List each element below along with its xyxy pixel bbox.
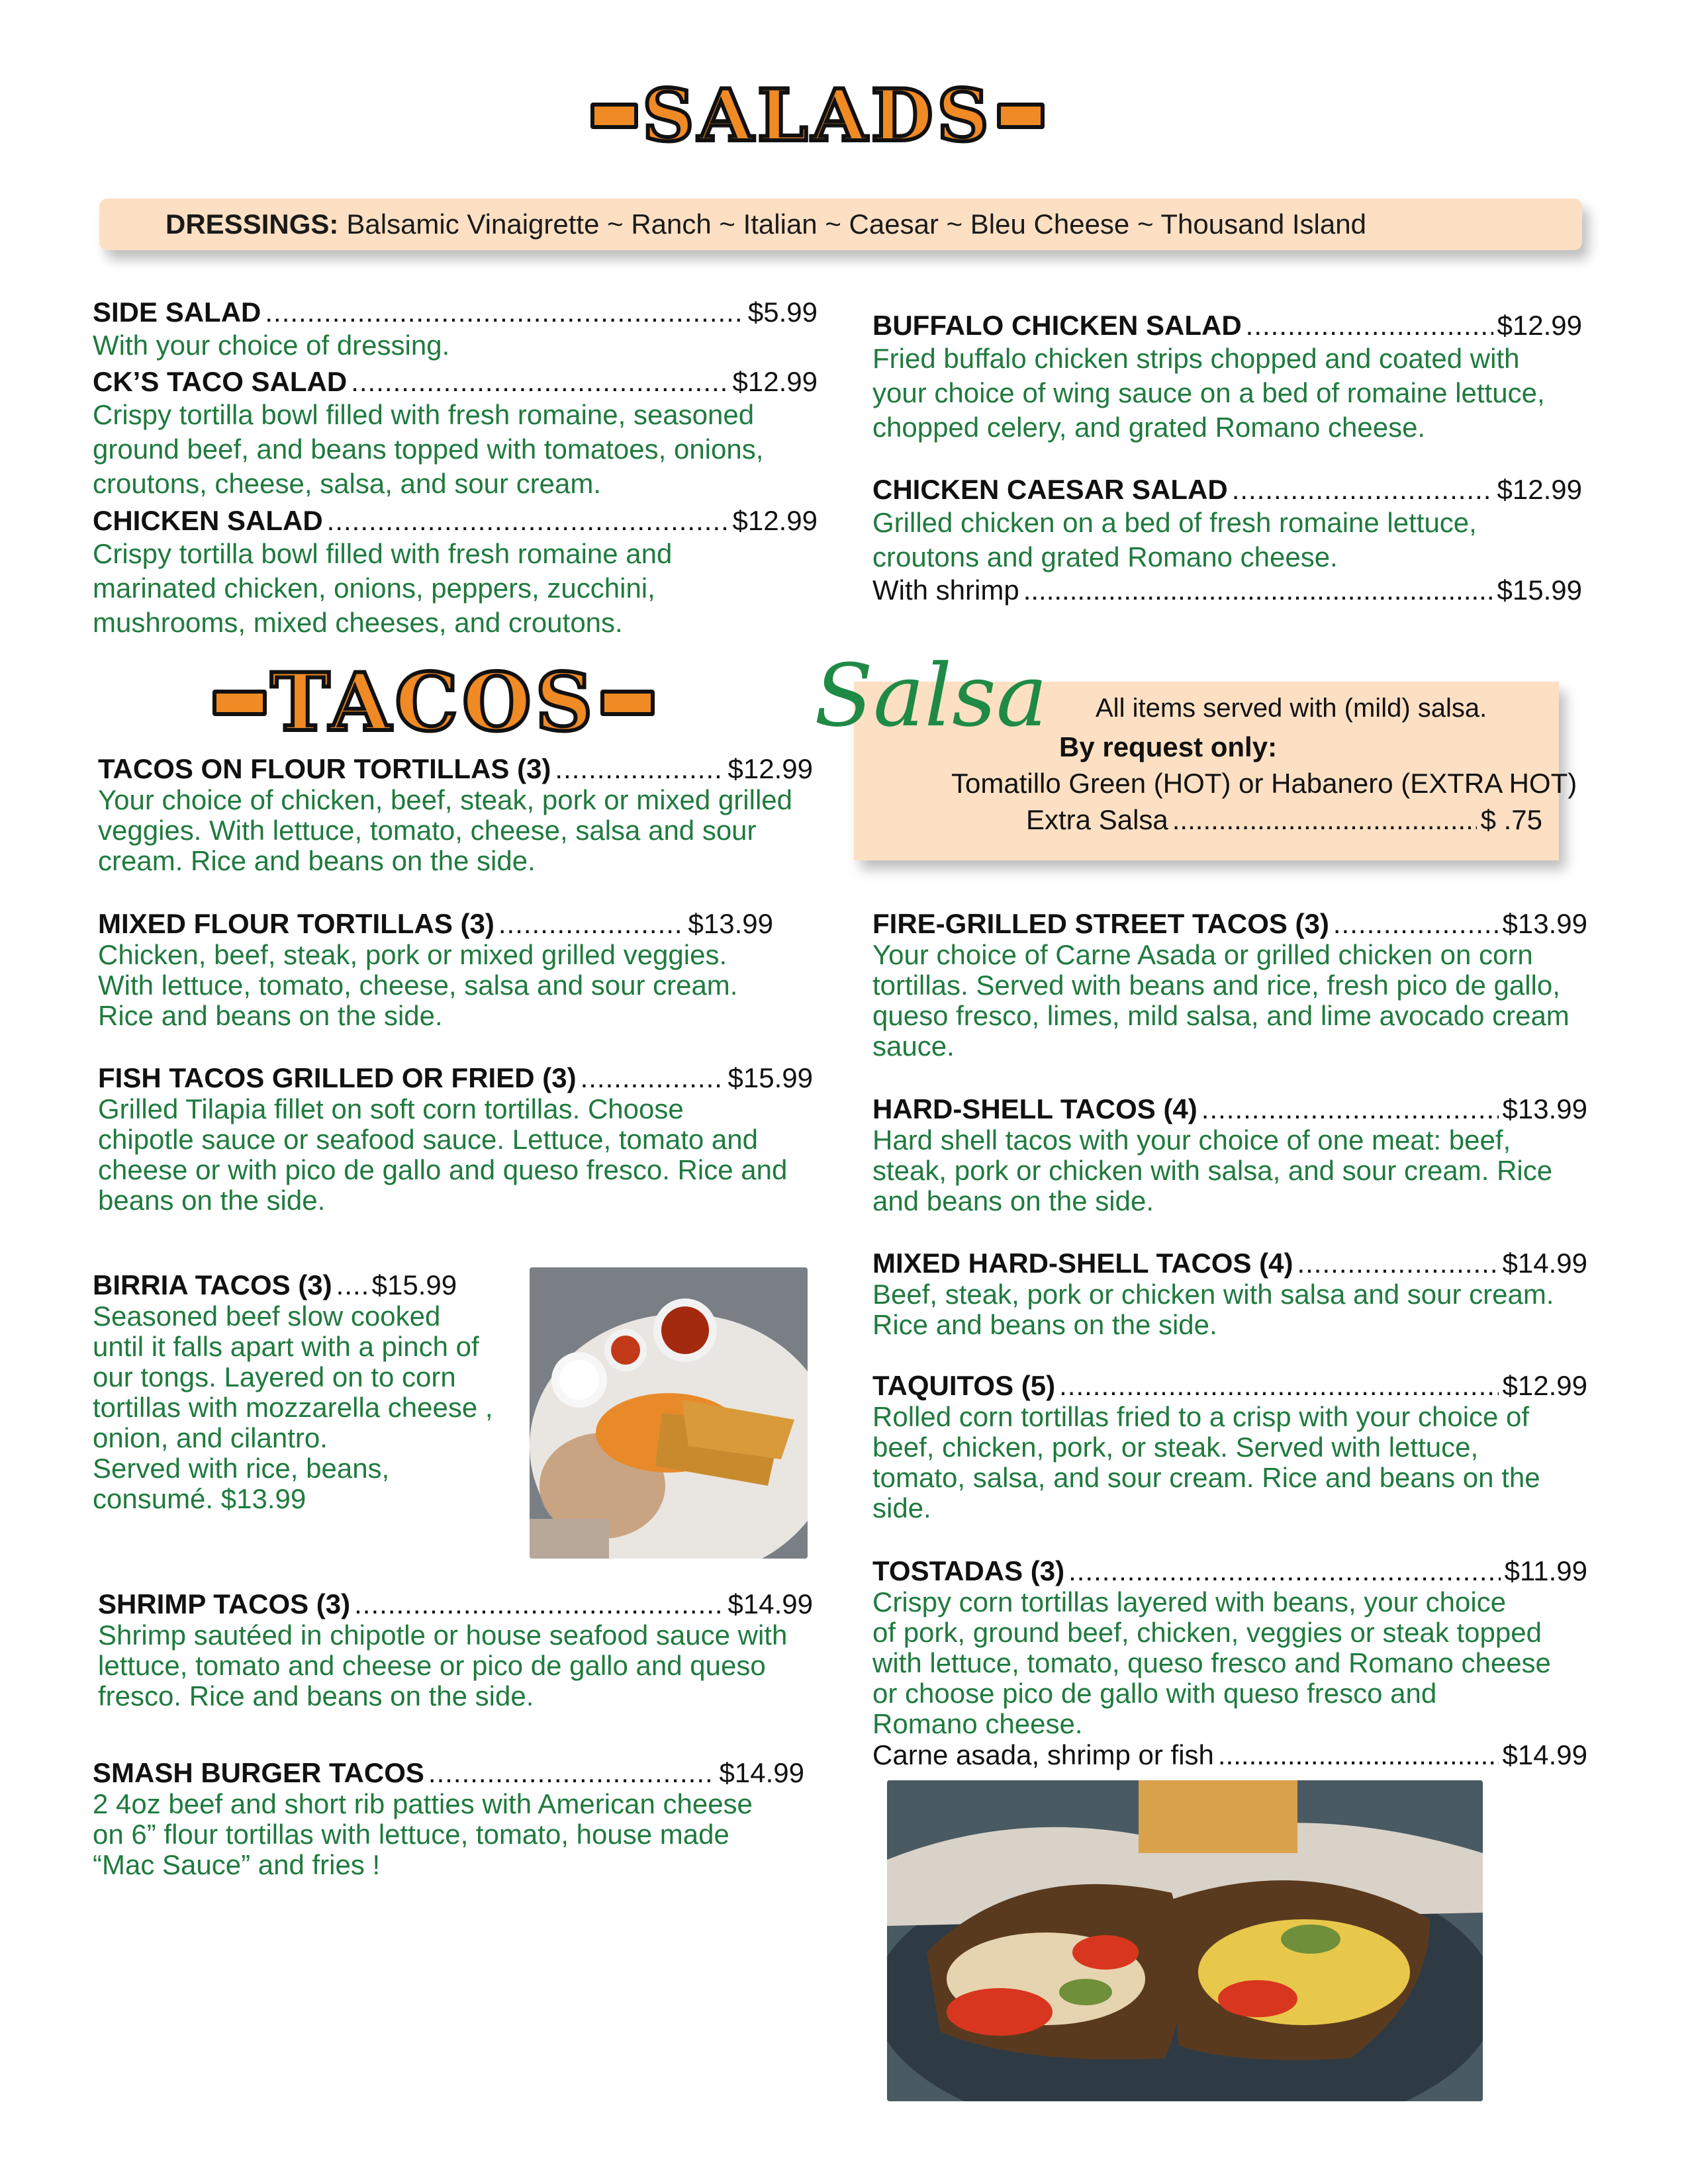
item-description: Your choice of Carne Asada or grilled chicken on corn tortillas. Served with beans and rice, fresh pico de gallo, queso fresco, limes, mild salsa, and lime avocado cream sauce.: [872, 939, 1570, 1062]
item-description: With your choice of dressing.: [93, 330, 450, 361]
salsa-extra-line: [1026, 804, 1542, 836]
extra-price: $14.99: [1502, 1739, 1587, 1770]
salads-heading: [510, 74, 1125, 158]
menu-item-chicken-caesar-salad: [872, 474, 1582, 606]
birria-tacos-photo: [530, 1267, 808, 1559]
item-price: $12.99: [1497, 310, 1582, 341]
item-price: $12.99: [732, 366, 818, 397]
item-name: CK’S TACO SALAD: [93, 366, 348, 397]
item-description: Rolled corn tortillas fried to a crisp with your choice of beef, chicken, pork, or steak. Served with lettuce, tomato, salsa, and sour cream. Rice and beans on the side.: [872, 1401, 1540, 1524]
extra-price: $15.99: [1497, 574, 1582, 606]
salads-title: SALADS: [642, 74, 993, 158]
menu-item-birria-tacos: [93, 1269, 503, 1514]
menu-item-side-salad: [93, 296, 818, 363]
item-name: MIXED HARD-SHELL TACOS (4): [872, 1248, 1293, 1279]
heading-dash-left: [212, 690, 267, 716]
item-name: SIDE SALAD: [93, 296, 261, 328]
menu-item-ck-taco-salad: [93, 366, 818, 501]
item-name: SMASH BURGER TACOS: [93, 1757, 424, 1788]
menu-item-taquitos: [872, 1370, 1587, 1524]
extra-label: Extra Salsa: [1026, 804, 1168, 835]
menu-item-buffalo-chicken-salad: [872, 310, 1582, 445]
item-description: Fried buffalo chicken strips chopped and coated with your choice of wing sauce on a bed of romaine lettuce, chopped celery, and grated Romano cheese.: [872, 343, 1545, 443]
extra-label: With shrimp: [872, 574, 1019, 606]
salsa-line-3: Tomatillo Green (HOT) or Habanero (EXTRA HOT): [951, 768, 1577, 799]
dressings-text: Balsamic Vinaigrette ~ Ranch ~ Italian ~ Caesar ~ Bleu Cheese ~ Thousand Island: [346, 208, 1366, 240]
item-name: BIRRIA TACOS (3): [93, 1269, 332, 1300]
menu-item-fish-tacos: [98, 1062, 813, 1216]
heading-dash-right: [997, 103, 1045, 129]
item-name: CHICKEN SALAD: [93, 505, 323, 536]
item-price: $14.99: [719, 1757, 804, 1788]
heading-dash-right: [600, 690, 655, 716]
menu-item-tacos-flour: [98, 753, 813, 876]
birria-plate-illustration: [530, 1267, 808, 1559]
item-price: $12.99: [1502, 1370, 1587, 1401]
item-price: $13.99: [1502, 908, 1587, 939]
item-price: $12.99: [1497, 474, 1582, 505]
item-name: CHICKEN CAESAR SALAD: [872, 474, 1228, 505]
item-price: $5.99: [747, 296, 818, 328]
menu-item-chicken-salad: [93, 505, 818, 640]
item-name: HARD-SHELL TACOS (4): [872, 1093, 1197, 1124]
item-extra-line: [872, 1739, 1587, 1771]
item-price: $15.99: [371, 1269, 457, 1300]
item-name: TOSTADAS (3): [872, 1555, 1065, 1586]
item-description: Hard shell tacos with your choice of one meat: beef, steak, pork or chicken with salsa, and sour cream. Rice and beans on the side.: [872, 1124, 1553, 1216]
item-description: 2 4oz beef and short rib patties with American cheese on 6” flour tortillas with lettuce, tomato, house made “Mac Sauce” and fries !: [93, 1788, 753, 1880]
item-name: TAQUITOS (5): [872, 1370, 1056, 1401]
item-price: $11.99: [1504, 1555, 1587, 1586]
menu-item-mixed-flour: [98, 908, 773, 1031]
menu-item-hard-shell-tacos: [872, 1093, 1587, 1216]
menu-item-street-tacos: [872, 908, 1587, 1062]
item-description: Grilled Tilapia fillet on soft corn tortillas. Choose chipotle sauce or seafood sauce. Lettuce, tomato and cheese or with pico de gallo and queso fresco. Rice and beans on the side.: [98, 1093, 788, 1216]
item-extra-line: [872, 574, 1582, 606]
tacos-basket-illustration: [887, 1780, 1483, 2101]
item-description: Chicken, beef, steak, pork or mixed grilled veggies. With lettuce, tomato, cheese, salsa and sour cream. Rice and beans on the side.: [98, 939, 738, 1031]
extra-price: $ .75: [1480, 804, 1542, 835]
dressings-bar: [99, 199, 1582, 250]
item-description: Your choice of chicken, beef, steak, pork or mixed grilled veggies. With lettuce, tomato, cheese, salsa and sour cream. Rice and beans on the side.: [98, 784, 792, 876]
salsa-script-title: Salsa: [814, 645, 1048, 746]
item-price: $15.99: [727, 1062, 813, 1093]
smash-burger-tacos-photo: [887, 1780, 1483, 2101]
item-name: SHRIMP TACOS (3): [98, 1588, 351, 1619]
item-description: Shrimp sautéed in chipotle or house seafood sauce with lettuce, tomato and cheese or pico de gallo and queso fresco. Rice and beans on the side.: [98, 1619, 788, 1711]
item-price: $12.99: [732, 505, 818, 536]
tacos-heading: [119, 656, 748, 749]
item-price: $14.99: [1502, 1248, 1587, 1279]
salsa-line-1: All items served with (mild) salsa.: [1096, 694, 1487, 723]
dressings-label: DRESSINGS:: [165, 208, 339, 240]
item-description: Beef, steak, pork or chicken with salsa and sour cream. Rice and beans on the side.: [872, 1279, 1554, 1340]
menu-item-shrimp-tacos: [98, 1588, 813, 1711]
item-name: FISH TACOS GRILLED OR FRIED (3): [98, 1062, 577, 1093]
item-description: Crispy tortilla bowl filled with fresh romaine, seasoned ground beef, and beans topped with tomatoes, onions, croutons, cheese, salsa, and sour cream.: [93, 399, 764, 499]
menu-item-tostadas: [872, 1555, 1587, 1771]
menu-item-smash-burger-tacos: [93, 1757, 804, 1880]
item-name: TACOS ON FLOUR TORTILLAS (3): [98, 753, 551, 784]
heading-dash-left: [590, 103, 638, 129]
salsa-line-2: By request only:: [1059, 731, 1278, 762]
item-description: Crispy corn tortillas layered with beans, your choice of pork, ground beef, chicken, veggies or steak topped with lettuce, tomato, queso fresco and Romano cheese or choose pico de gallo with queso fresco and Romano cheese.: [872, 1586, 1551, 1739]
item-price: $14.99: [727, 1588, 813, 1619]
item-price: $13.99: [688, 908, 773, 939]
tacos-title: TACOS: [270, 656, 597, 749]
item-name: FIRE-GRILLED STREET TACOS (3): [872, 908, 1329, 939]
item-name: BUFFALO CHICKEN SALAD: [872, 310, 1242, 341]
item-description: Seasoned beef slow cooked until it falls apart with a pinch of our tongs. Layered on to corn tortillas with mozzarella cheese , onion, and cilantro. Served with rice, beans, consumé. $13.99: [93, 1300, 493, 1514]
item-name: MIXED FLOUR TORTILLAS (3): [98, 908, 494, 939]
item-description: Crispy tortilla bowl filled with fresh romaine and marinated chicken, onions, peppers, zucchini, mushrooms, mixed cheeses, and croutons.: [93, 538, 673, 638]
item-price: $13.99: [1502, 1093, 1587, 1124]
menu-item-mixed-hard-shell-tacos: [872, 1248, 1587, 1340]
extra-label: Carne asada, shrimp or fish: [872, 1739, 1214, 1770]
item-description: Grilled chicken on a bed of fresh romaine lettuce, croutons and grated Romano cheese.: [872, 507, 1477, 572]
item-price: $12.99: [727, 753, 813, 784]
